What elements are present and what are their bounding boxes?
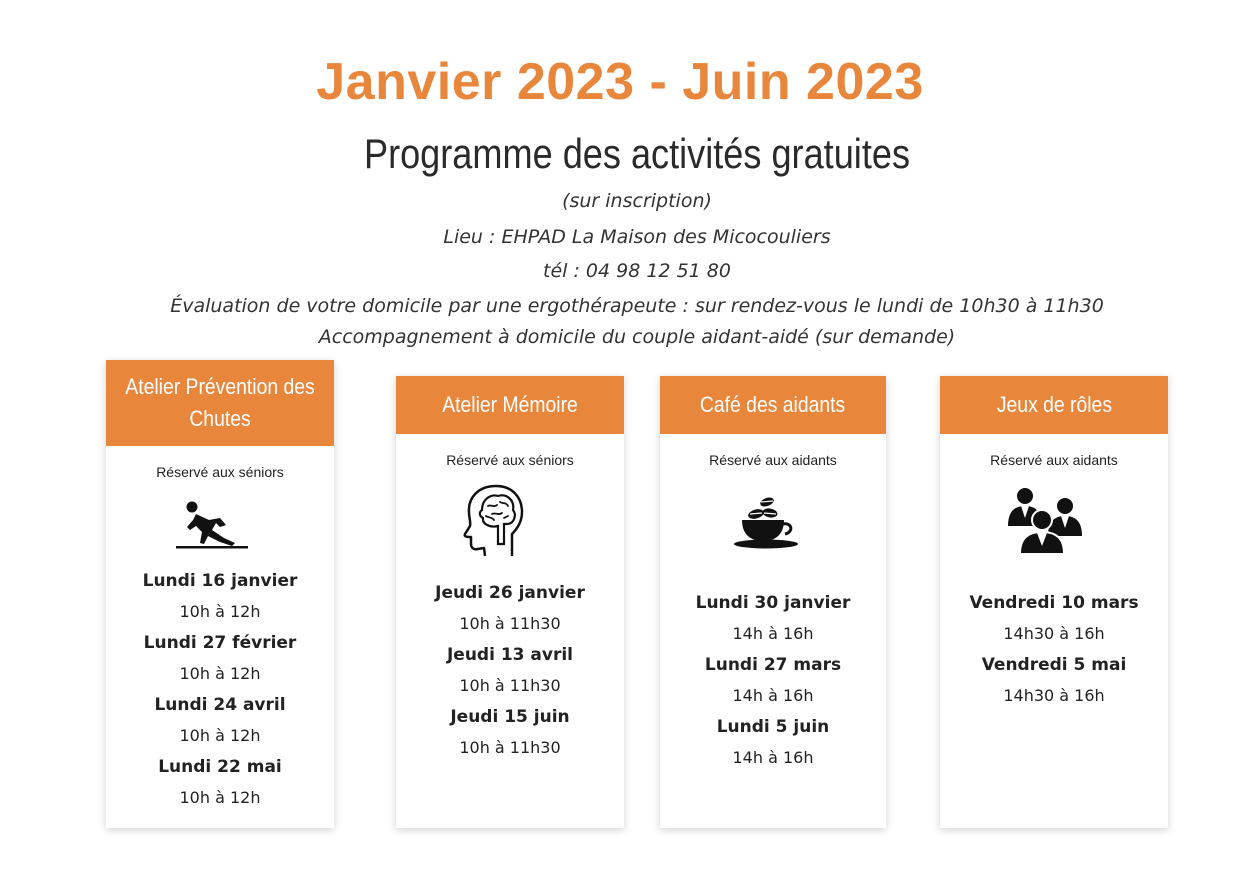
- phone-text: tél : 04 98 12 51 80: [543, 260, 731, 282]
- session-date: Lundi 16 janvier: [142, 571, 298, 591]
- session-time: 10h à 12h: [179, 726, 261, 745]
- workshop-card-falls: [106, 360, 334, 828]
- session-list: [106, 566, 334, 814]
- session-date: Lundi 27 mars: [704, 655, 842, 675]
- session-date: Lundi 22 mai: [158, 757, 282, 777]
- registration-note: (sur inscription): [562, 190, 712, 212]
- session-date: Jeudi 15 juin: [450, 707, 570, 727]
- session-date: Jeudi 13 avril: [446, 645, 574, 665]
- session-list: [396, 578, 624, 764]
- workshop-audience: Réservé aux aidants: [709, 452, 837, 468]
- workshop-card-roleplay: [940, 376, 1168, 828]
- workshop-audience: Réservé aux aidants: [990, 452, 1118, 468]
- falling-person-icon: [176, 498, 248, 550]
- session-date: Lundi 5 juin: [716, 717, 830, 737]
- workshop-card-memory: [396, 376, 624, 828]
- brain-head-icon: [462, 482, 526, 558]
- session-time: 10h à 11h30: [459, 614, 561, 633]
- session-time: 14h à 16h: [732, 624, 814, 643]
- session-time: 14h à 16h: [732, 686, 814, 705]
- session-time: 10h à 11h30: [459, 676, 561, 695]
- workshop-audience: Réservé aux séniors: [156, 464, 284, 480]
- session-list: [660, 588, 886, 774]
- session-date: Jeudi 26 janvier: [435, 583, 585, 603]
- session-time: 10h à 12h: [179, 664, 261, 683]
- session-date: Vendredi 10 mars: [969, 593, 1139, 613]
- session-time: 10h à 12h: [179, 788, 261, 807]
- location-text: Lieu : EHPAD La Maison des Micocouliers: [443, 226, 831, 248]
- workshop-audience: Réservé aux séniors: [446, 452, 574, 468]
- page-subtitle: Programme des activités gratuites: [363, 130, 911, 177]
- page-title: Janvier 2023 - Juin 2023: [316, 53, 924, 111]
- workshop-card-cafe: [660, 376, 886, 828]
- workshop-title: Atelier Prévention des Chutes: [106, 360, 334, 446]
- workshop-title: Atelier Mémoire: [396, 376, 624, 434]
- evaluation-text: Évaluation de votre domicile par une ergothérapeute : sur rendez-vous le lundi de 10h30 à 11h30: [170, 295, 1104, 317]
- session-time: 10h à 12h: [179, 602, 261, 621]
- workshop-title: Jeux de rôles: [940, 376, 1168, 434]
- session-date: Vendredi 5 mai: [981, 655, 1127, 675]
- session-time: 10h à 11h30: [459, 738, 561, 757]
- group-people-icon: [1004, 486, 1086, 556]
- session-date: Lundi 30 janvier: [695, 593, 851, 613]
- session-time: 14h30 à 16h: [1003, 624, 1105, 643]
- support-text: Accompagnement à domicile du couple aidant-aidé (sur demande): [318, 326, 956, 348]
- session-date: Lundi 27 février: [143, 633, 297, 653]
- session-time: 14h30 à 16h: [1003, 686, 1105, 705]
- workshop-title: Café des aidants: [660, 376, 886, 434]
- session-date: Lundi 24 avril: [154, 695, 286, 715]
- coffee-cup-icon: [732, 494, 802, 550]
- session-time: 14h à 16h: [732, 748, 814, 767]
- session-list: [940, 588, 1168, 712]
